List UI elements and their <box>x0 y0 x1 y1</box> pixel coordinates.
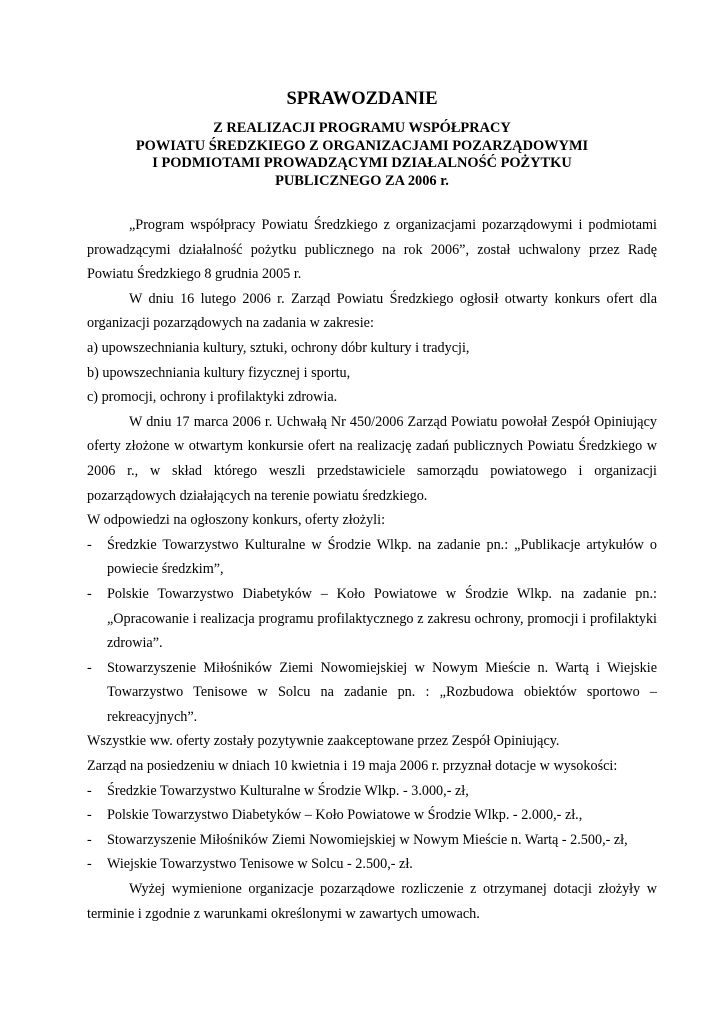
task-item: a) upowszechniania kultury, sztuki, ochrony dóbr kultury i tradycji, <box>87 339 470 356</box>
paragraph-competition-announcement: W dniu 16 lutego 2006 r. Zarząd Powiatu Średzkiego ogłosił otwarty konkurs ofert dla organizacji pozarządowych na zadania w zakresie: <box>87 290 657 332</box>
paragraph-grants-intro: Zarząd na posiedzeniu w dniach 10 kwietnia i 19 maja 2006 r. przyznał dotacje w wysokości: <box>87 758 618 775</box>
subtitle-line: PUBLICZNEGO ZA 2006 r. <box>275 172 449 189</box>
grant-item: - Wiejskie Towarzystwo Tenisowe w Solcu - 2.500,- zł. <box>87 852 657 877</box>
offers-list <box>87 533 657 730</box>
offer-item: - Polskie Towarzystwo Diabetyków – Koło Powiatowe w Środzie Wlkp. na zadanie pn.: „Opracowanie i realizacja programu profilaktycznego z zakresu ochrony, promocji i profilaktyki zdrowia”. <box>87 582 657 656</box>
paragraph-program-adoption: „Program współpracy Powiatu Średzkiego z organizacjami pozarządowymi i podmiotami prowadzącymi działalność pożytku publicznego na rok 2006”, został uchwalony przez Radę Powiatu Średzkiego 8 grudnia 2005 r. <box>87 217 657 283</box>
document-subtitle <box>0 120 724 190</box>
grant-item: - Średzkie Towarzystwo Kulturalne w Środzie Wlkp. - 3.000,- zł, <box>87 779 657 804</box>
document-title: SPRAWOZDANIE <box>286 89 438 109</box>
paragraph-evaluation-team: W dniu 17 marca 2006 r. Uchwałą Nr 450/2006 Zarząd Powiatu powołał Zespół Opiniujący oferty złożone w otwartym konkursie ofert na realizację zadań publicznych Powiatu Średzkiego w 2006 r., w skład którego weszli przedstawiciele samorządu powiatowego i organizacji pozarządowych działających na terenie powiatu średzkiego. <box>87 413 657 504</box>
paragraph-offers-intro: W odpowiedzi na ogłoszony konkurs, oferty złożyli: <box>87 512 386 529</box>
offer-item: - Średzkie Towarzystwo Kulturalne w Środzie Wlkp. na zadanie pn.: „Publikacje artykułów o powiecie średzkim”, <box>87 533 657 582</box>
document-body <box>87 213 657 926</box>
task-item: b) upowszechniania kultury fizycznej i sportu, <box>87 364 351 381</box>
task-item: c) promocji, ochrony i profilaktyki zdrowia. <box>87 389 338 406</box>
paragraph-settlement: Wyżej wymienione organizacje pozarządowe rozliczenie z otrzymanej dotacji złożyły w terminie i zgodnie z warunkami określonymi w zawartych umowach. <box>87 881 657 922</box>
offer-item: - Stowarzyszenie Miłośników Ziemi Nowomiejskiej w Nowym Mieście n. Wartą i Wiejskie Towarzystwo Tenisowe w Solcu na zadanie pn. : „Rozbudowa obiektów sportowo – rekreacyjnych”. <box>87 656 657 730</box>
grant-item: - Polskie Towarzystwo Diabetyków – Koło Powiatowe w Środzie Wlkp. - 2.000,- zł., <box>87 803 657 828</box>
grant-item: - Stowarzyszenie Miłośników Ziemi Nowomiejskiej w Nowym Mieście n. Wartą - 2.500,- zł, <box>87 828 657 853</box>
paragraph-offers-accepted: Wszystkie ww. oferty zostały pozytywnie zaakceptowane przez Zespół Opiniujący. <box>87 733 560 750</box>
subtitle-line: POWIATU ŚREDZKIEGO Z ORGANIZACJAMI POZARZĄDOWYMI <box>135 137 589 154</box>
subtitle-line: Z REALIZACJI PROGRAMU WSPÓŁPRACY <box>213 120 511 136</box>
grants-list <box>87 779 657 877</box>
subtitle-line: I PODMIOTAMI PROWADZĄCYMI DZIAŁALNOŚĆ POŻYTKU <box>152 155 572 171</box>
